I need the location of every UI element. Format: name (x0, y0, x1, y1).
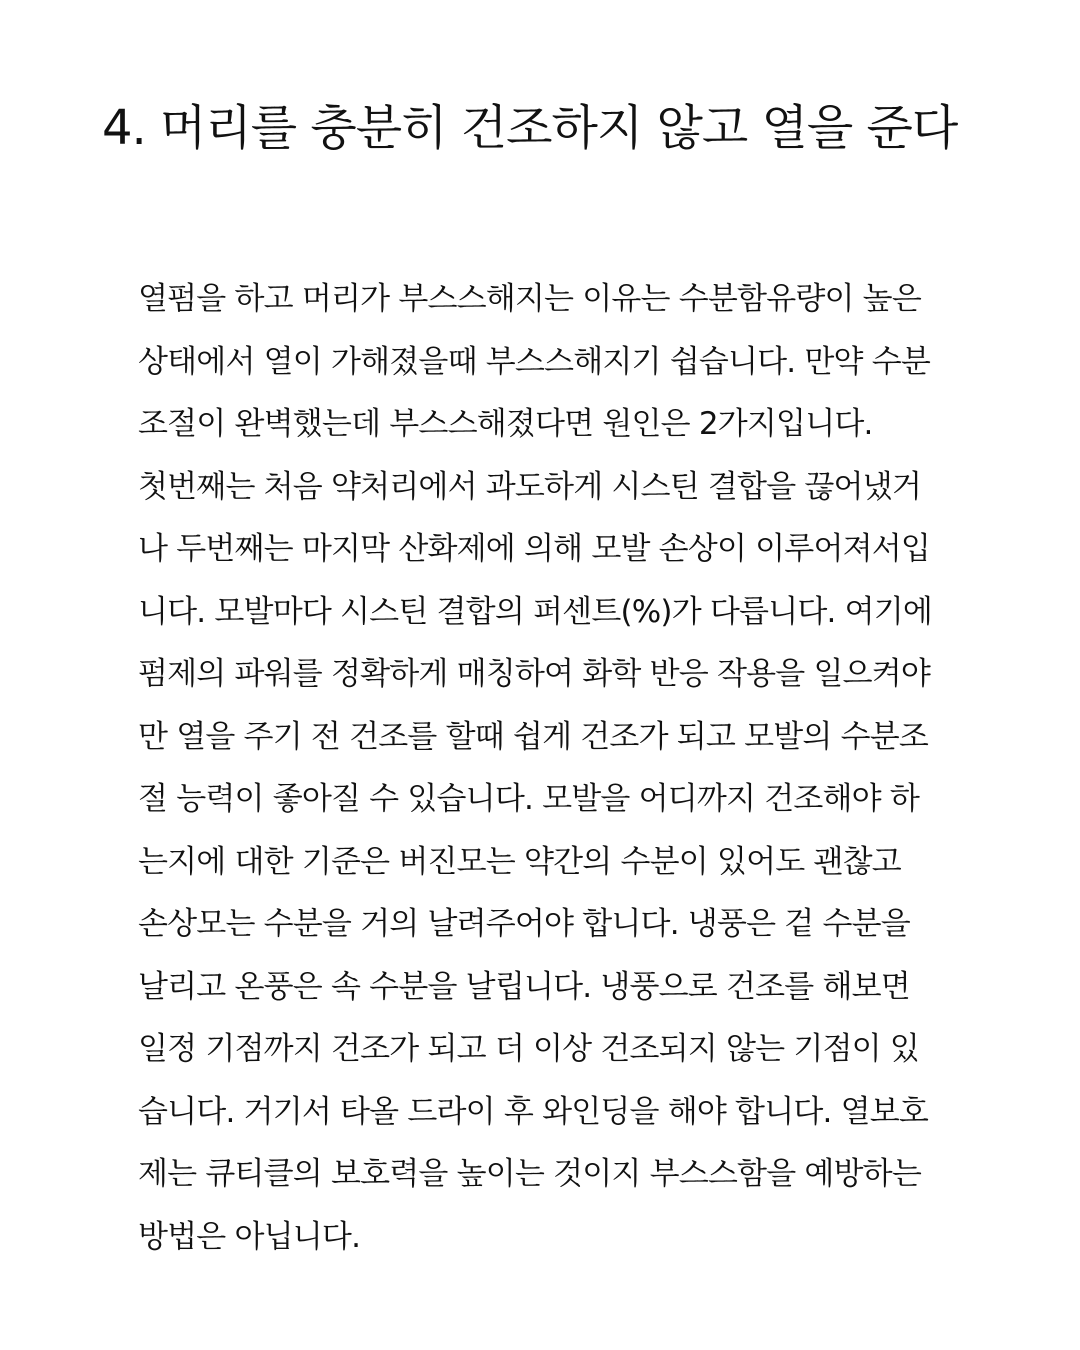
body-line: 제는 큐티클의 보호력을 높이는 것이지 부스스함을 예방하는 (138, 1156, 921, 1192)
body-line: 날리고 온풍은 속 수분을 날립니다. 냉풍으로 건조를 해보면 (138, 968, 910, 1005)
body-paragraph (138, 268, 998, 1268)
body-line: 는지에 대한 기준은 버진모는 약간의 수분이 있어도 괜찮고 (138, 843, 901, 880)
body-line: 열펌을 하고 머리가 부스스해지는 이유는 수분함유량이 높은 (138, 281, 921, 317)
body-line: 상태에서 열이 가해졌을때 부스스해지기 쉽습니다. 만약 수분 (138, 343, 931, 380)
body-line: 방법은 아닙니다. (138, 1218, 361, 1255)
body-line: 습니다. 거기서 타올 드라이 후 와인딩을 해야 합니다. 열보호 (138, 1093, 929, 1130)
body-line: 첫번째는 처음 약처리에서 과도하게 시스틴 결합을 끊어냈거 (138, 468, 921, 505)
body-line: 펌제의 파워를 정확하게 매칭하여 화학 반응 작용을 일으켜야 (138, 656, 931, 692)
body-line: 손상모는 수분을 거의 날려주어야 합니다. 냉풍은 겉 수분을 (138, 906, 910, 942)
body-line: 일정 기점까지 건조가 되고 더 이상 건조되지 않는 기점이 있 (138, 1031, 919, 1067)
page-title: 4. 머리를 충분히 건조하지 않고 열을 준다 (102, 100, 958, 156)
body-line: 절 능력이 좋아질 수 있습니다. 모발을 어디까지 건조해야 하 (138, 781, 919, 817)
body-line: 만 열을 주기 전 건조를 할때 쉽게 건조가 되고 모발의 수분조 (138, 718, 929, 755)
body-line: 나 두번째는 마지막 산화제에 의해 모발 손상이 이루어져서입 (138, 531, 931, 567)
body-line: 니다. 모발마다 시스틴 결합의 퍼센트(%)가 다릅니다. 여기에 (138, 593, 933, 630)
body-line: 조절이 완벽했는데 부스스해졌다면 원인은 2가지입니다. (138, 406, 873, 442)
